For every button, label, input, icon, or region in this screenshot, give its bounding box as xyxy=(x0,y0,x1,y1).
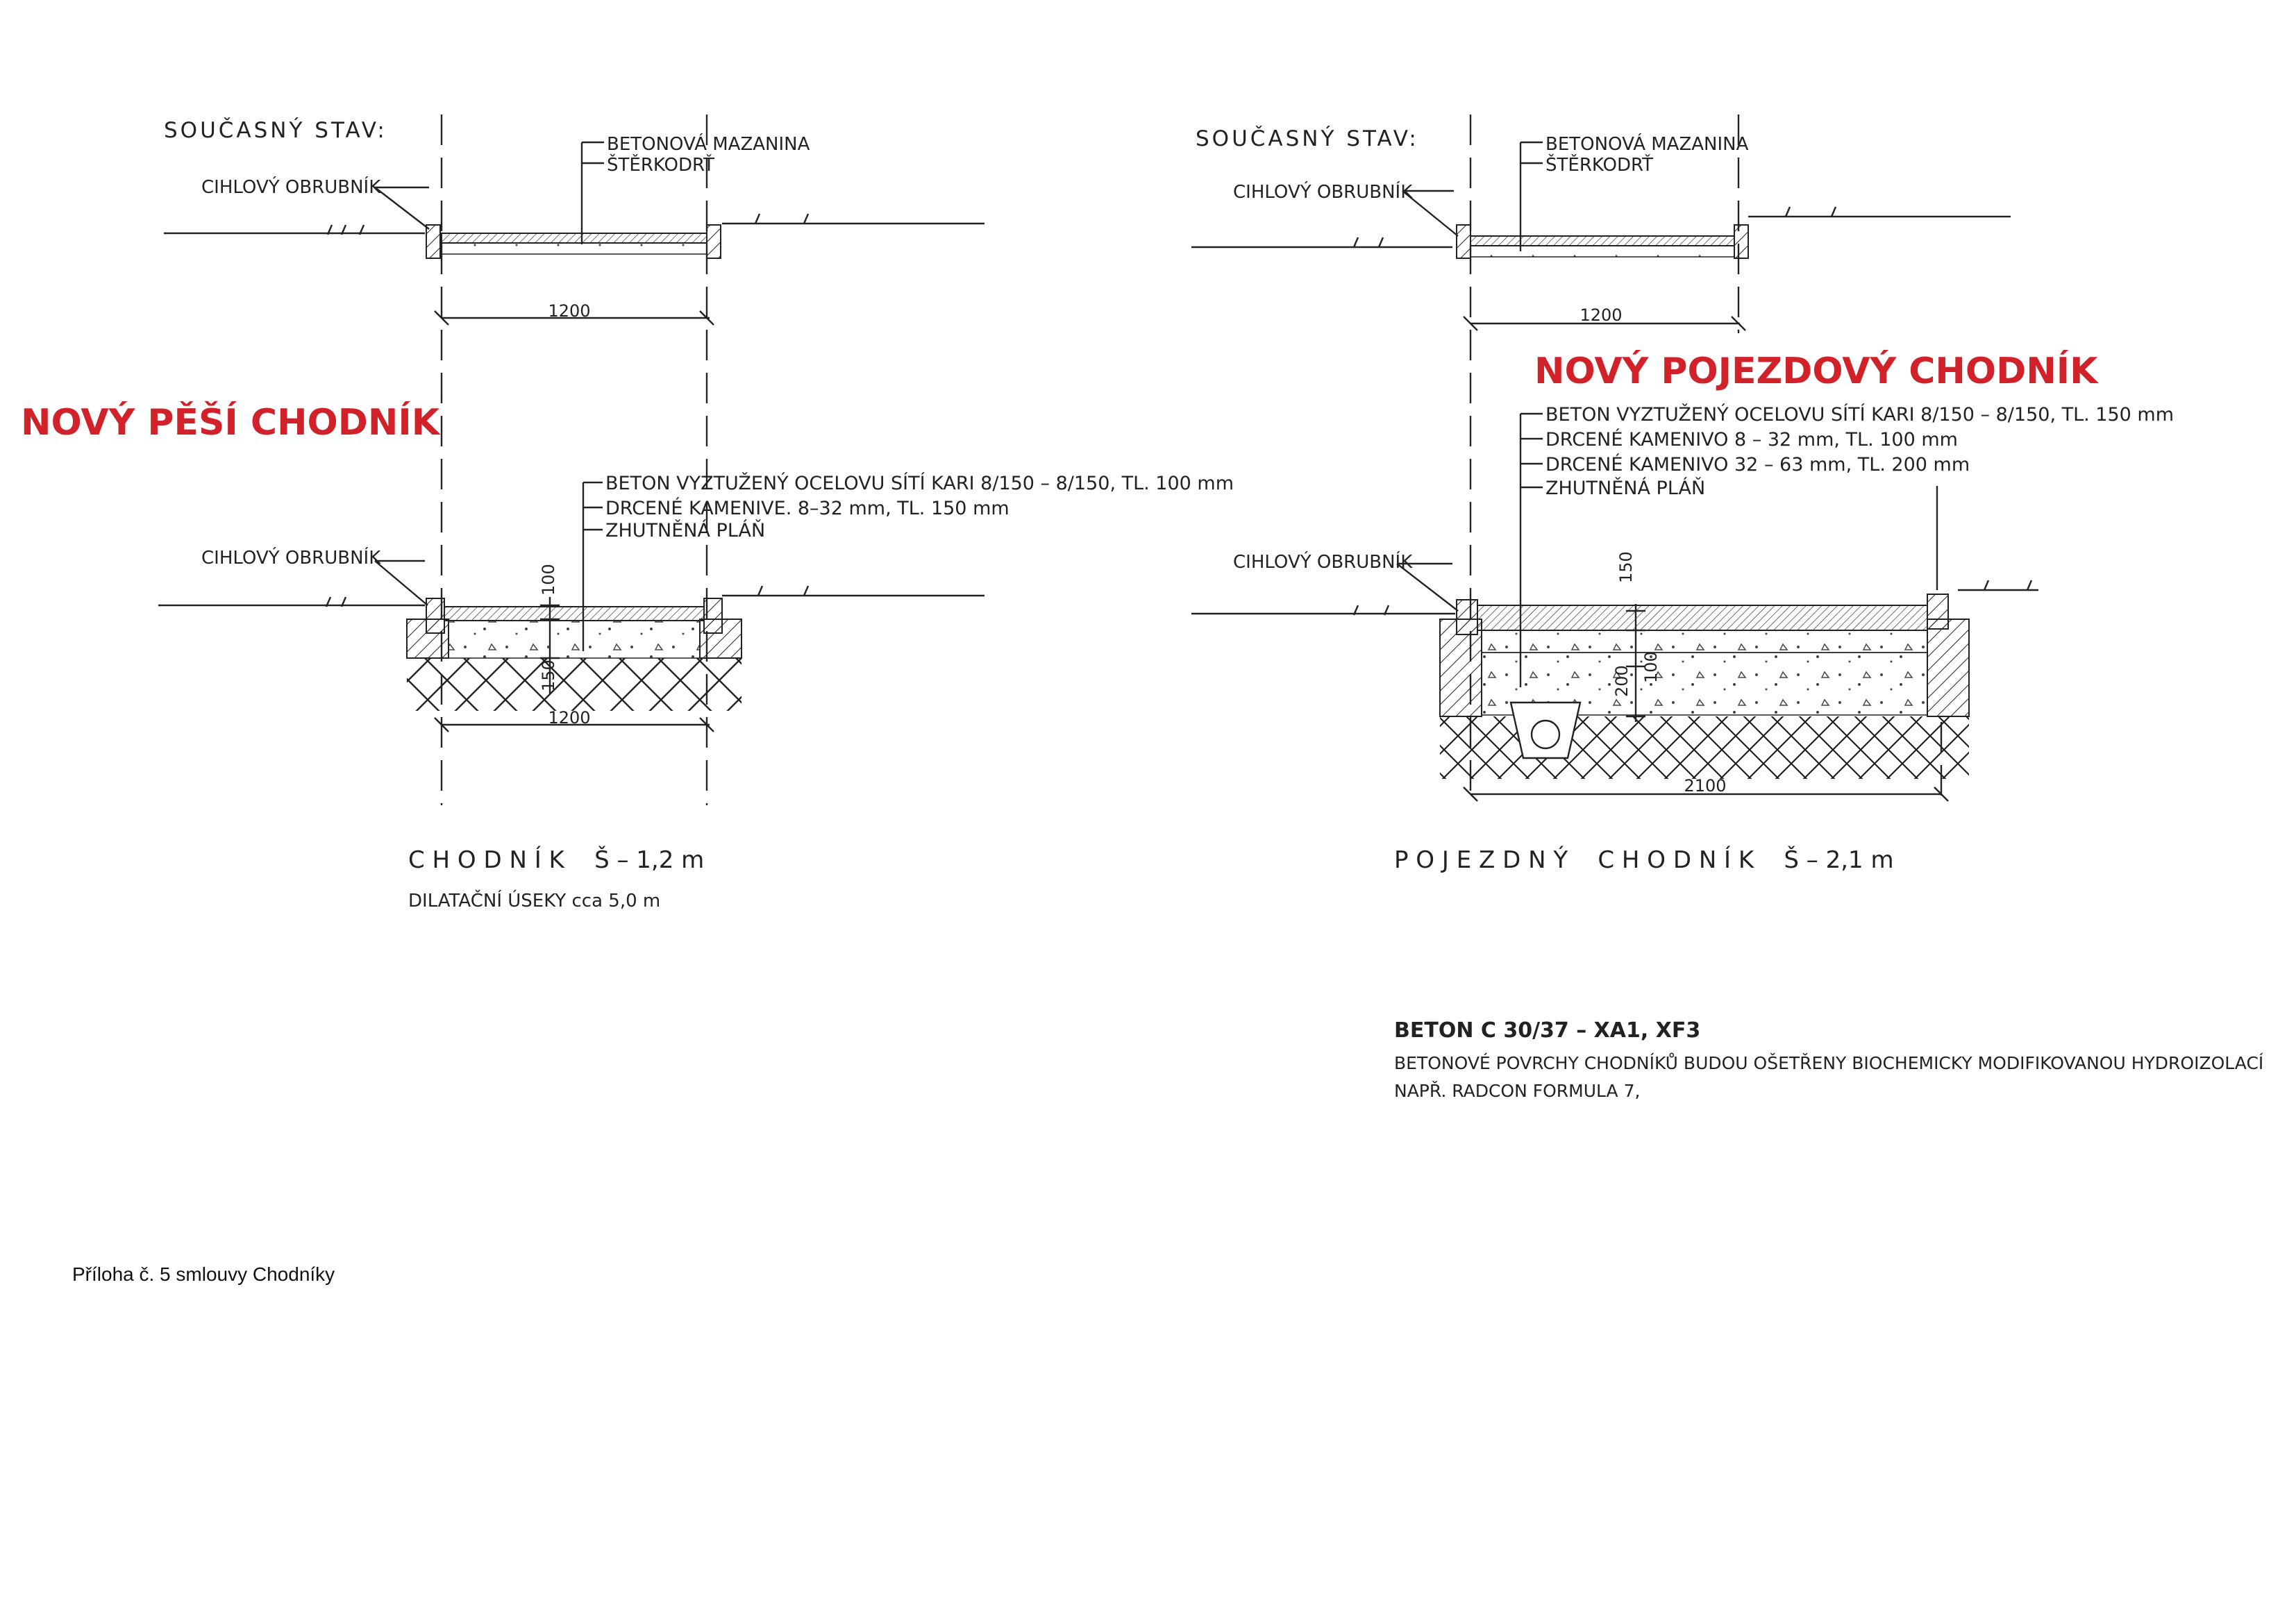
left-layer-top-2: ŠTĚRKODRŤ xyxy=(607,155,715,176)
left-new-subgrade xyxy=(407,658,741,711)
left-curb-label-top: CIHLOVÝ OBRUBNÍK xyxy=(201,177,381,198)
right-current-gravel xyxy=(1470,246,1734,257)
left-dim-top: 1200 xyxy=(548,301,591,321)
right-new-gravel-fine xyxy=(1482,630,1927,653)
left-new-curb-right xyxy=(704,598,722,633)
right-dim-bottom: 2100 xyxy=(1684,776,1727,796)
left-current-gravel xyxy=(442,243,707,254)
right-dim-top: 1200 xyxy=(1579,305,1623,325)
right-layer-new-2: DRCENÉ KAMENIVO 8 – 32 mm, TL. 100 mm xyxy=(1545,429,1958,451)
left-current-curb-left xyxy=(426,225,440,258)
right-drain-pipe xyxy=(1532,721,1559,748)
left-new-gravel xyxy=(449,621,700,658)
right-dim-100: 100 xyxy=(1641,651,1661,683)
right-layer-new-1: BETON VYZTUŽENÝ OCELOVU SÍTÍ KARI 8/150 – 8/150, TL. 150 mm xyxy=(1545,404,2175,426)
left-current-screed xyxy=(442,233,707,243)
right-current-curb-left xyxy=(1457,225,1470,258)
right-layer-top-2: ŠTĚRKODRŤ xyxy=(1545,155,1654,176)
right-new-section xyxy=(1191,403,2174,805)
left-layer-new-2: DRCENÉ KAMENIVE. 8–32 mm, TL. 150 mm xyxy=(605,498,1009,519)
right-new-title: NOVÝ POJEZDOVÝ CHODNÍK xyxy=(1534,351,2098,392)
left-layer-new-3: ZHUTNĚNÁ PLÁŇ xyxy=(605,520,766,541)
right-dim-200: 200 xyxy=(1612,665,1632,697)
right-caption: P O J E Z D N Ý C H O D N Í K Š – 2,1 m xyxy=(1394,846,1894,874)
right-current-screed xyxy=(1470,236,1734,246)
left-new-concrete xyxy=(444,607,704,621)
right-current-curb-right xyxy=(1734,225,1748,258)
right-concrete-note-1: BETONOVÉ POVRCHY CHODNÍKŮ BUDOU OŠETŘENY BIOCHEMICKY MODIFIKOVANOU HYDROIZOLACÍ xyxy=(1394,1053,2264,1073)
left-caption: C H O D N Í K Š – 1,2 m xyxy=(408,846,705,874)
right-current-label: SOUČASNÝ STAV: xyxy=(1196,126,1419,151)
right-new-curb-left xyxy=(1457,600,1477,634)
right-curb-label-new: CIHLOVÝ OBRUBNÍK xyxy=(1233,552,1413,573)
right-layer-top-1: BETONOVÁ MAZANINA xyxy=(1545,134,1749,155)
left-new-curb-left xyxy=(426,598,444,633)
right-layer-new-3: DRCENÉ KAMENIVO 32 – 63 mm, TL. 200 mm xyxy=(1545,454,1970,476)
right-curb-label-top: CIHLOVÝ OBRUBNÍK xyxy=(1233,182,1413,203)
left-new-title: NOVÝ PĚŠÍ CHODNÍK xyxy=(21,402,440,444)
right-dim-150: 150 xyxy=(1616,551,1636,583)
right-concrete-note-2: NAPŘ. RADCON FORMULA 7, xyxy=(1394,1081,1641,1101)
left-new-section xyxy=(158,472,1234,732)
right-new-curb-right xyxy=(1927,594,1948,629)
attachment-footer: Příloha č. 5 smlouvy Chodníky xyxy=(72,1263,335,1285)
left-dim-100: 100 xyxy=(539,564,558,596)
right-layer-new-4: ZHUTNĚNÁ PLÁŇ xyxy=(1545,478,1706,499)
left-dim-150: 150 xyxy=(539,659,558,691)
right-new-concrete xyxy=(1477,605,1927,630)
left-dim-bottom: 1200 xyxy=(548,708,591,728)
left-layer-top-1: BETONOVÁ MAZANINA xyxy=(607,134,810,155)
left-note: DILATAČNÍ ÚSEKY cca 5,0 m xyxy=(408,891,661,911)
left-current-label: SOUČASNÝ STAV: xyxy=(164,118,387,143)
left-curb-label-new: CIHLOVÝ OBRUBNÍK xyxy=(201,548,381,569)
left-current-curb-right xyxy=(707,225,721,258)
right-new-curb-base-right xyxy=(1927,619,1969,716)
right-concrete-title: BETON C 30/37 – XA1, XF3 xyxy=(1394,1018,1701,1043)
left-layer-new-1: BETON VYZTUŽENÝ OCELOVU SÍTÍ KARI 8/150 – 8/150, TL. 100 mm xyxy=(605,473,1234,494)
